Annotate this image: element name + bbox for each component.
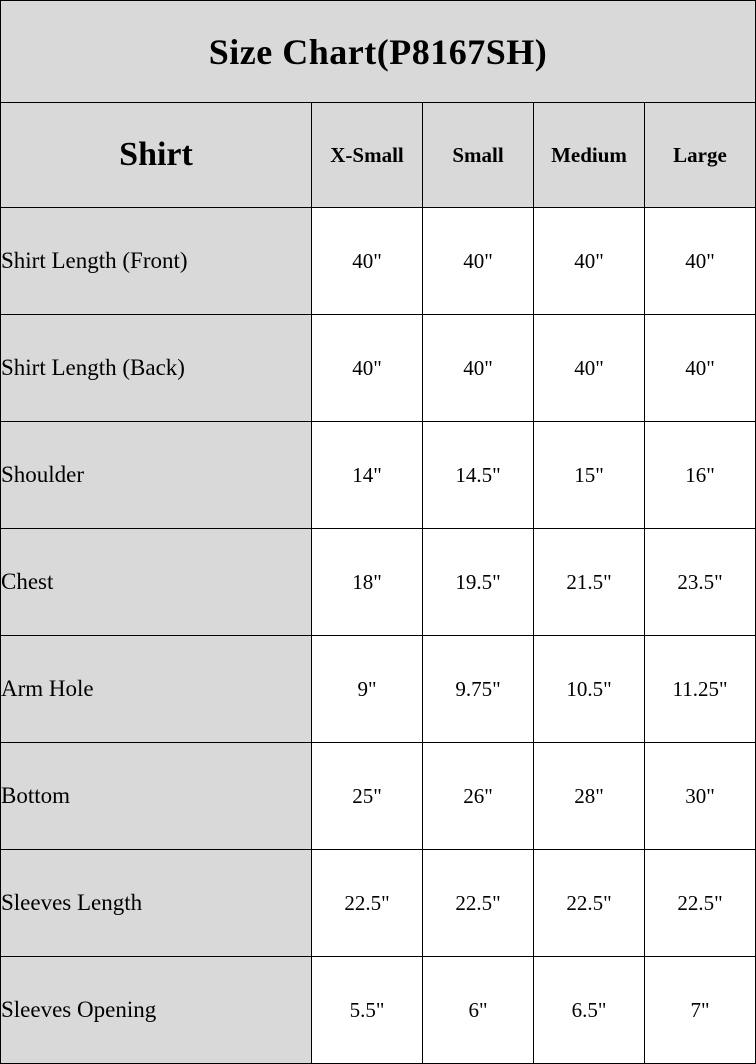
cell-sleeves-opening-medium: 6.5" (534, 957, 645, 1064)
cell-sleeves-length-large: 22.5" (645, 850, 756, 957)
cell-arm-hole-x-small: 9" (312, 636, 423, 743)
row-label-sleeves-opening: Sleeves Opening (1, 957, 312, 1064)
table-row (1, 208, 756, 315)
cell-bottom-small: 26" (423, 743, 534, 850)
table-row (1, 957, 756, 1064)
cell-chest-x-small: 18" (312, 529, 423, 636)
cell-chest-large: 23.5" (645, 529, 756, 636)
row-label-arm-hole: Arm Hole (1, 636, 312, 743)
page-title: Size Chart(P8167SH) (1, 1, 756, 103)
column-header-large: Large (645, 103, 756, 208)
cell-sleeves-opening-small: 6" (423, 957, 534, 1064)
cell-shirt-length-back-small: 40" (423, 315, 534, 422)
cell-arm-hole-medium: 10.5" (534, 636, 645, 743)
cell-sleeves-length-x-small: 22.5" (312, 850, 423, 957)
title-row (1, 1, 756, 103)
table-row (1, 315, 756, 422)
cell-arm-hole-large: 11.25" (645, 636, 756, 743)
row-label-bottom: Bottom (1, 743, 312, 850)
row-label-shirt-length-back: Shirt Length (Back) (1, 315, 312, 422)
cell-sleeves-opening-x-small: 5.5" (312, 957, 423, 1064)
cell-arm-hole-small: 9.75" (423, 636, 534, 743)
row-label-sleeves-length: Sleeves Length (1, 850, 312, 957)
table-row (1, 529, 756, 636)
cell-bottom-large: 30" (645, 743, 756, 850)
cell-bottom-x-small: 25" (312, 743, 423, 850)
table-row (1, 850, 756, 957)
cell-shoulder-large: 16" (645, 422, 756, 529)
table-row (1, 743, 756, 850)
column-header-x-small: X-Small (312, 103, 423, 208)
column-header-medium: Medium (534, 103, 645, 208)
table-row (1, 422, 756, 529)
cell-shirt-length-front-x-small: 40" (312, 208, 423, 315)
cell-chest-small: 19.5" (423, 529, 534, 636)
cell-shirt-length-back-x-small: 40" (312, 315, 423, 422)
cell-sleeves-length-small: 22.5" (423, 850, 534, 957)
table-row (1, 636, 756, 743)
cell-bottom-medium: 28" (534, 743, 645, 850)
row-label-chest: Chest (1, 529, 312, 636)
cell-shirt-length-front-medium: 40" (534, 208, 645, 315)
cell-chest-medium: 21.5" (534, 529, 645, 636)
cell-shirt-length-front-large: 40" (645, 208, 756, 315)
row-label-shoulder: Shoulder (1, 422, 312, 529)
cell-shirt-length-back-medium: 40" (534, 315, 645, 422)
cell-shoulder-x-small: 14" (312, 422, 423, 529)
cell-sleeves-length-medium: 22.5" (534, 850, 645, 957)
cell-shirt-length-back-large: 40" (645, 315, 756, 422)
header-row (1, 103, 756, 208)
column-header-small: Small (423, 103, 534, 208)
cell-shoulder-medium: 15" (534, 422, 645, 529)
cell-sleeves-opening-large: 7" (645, 957, 756, 1064)
cell-shoulder-small: 14.5" (423, 422, 534, 529)
row-label-shirt-length-front: Shirt Length (Front) (1, 208, 312, 315)
garment-label: Shirt (1, 103, 312, 208)
cell-shirt-length-front-small: 40" (423, 208, 534, 315)
